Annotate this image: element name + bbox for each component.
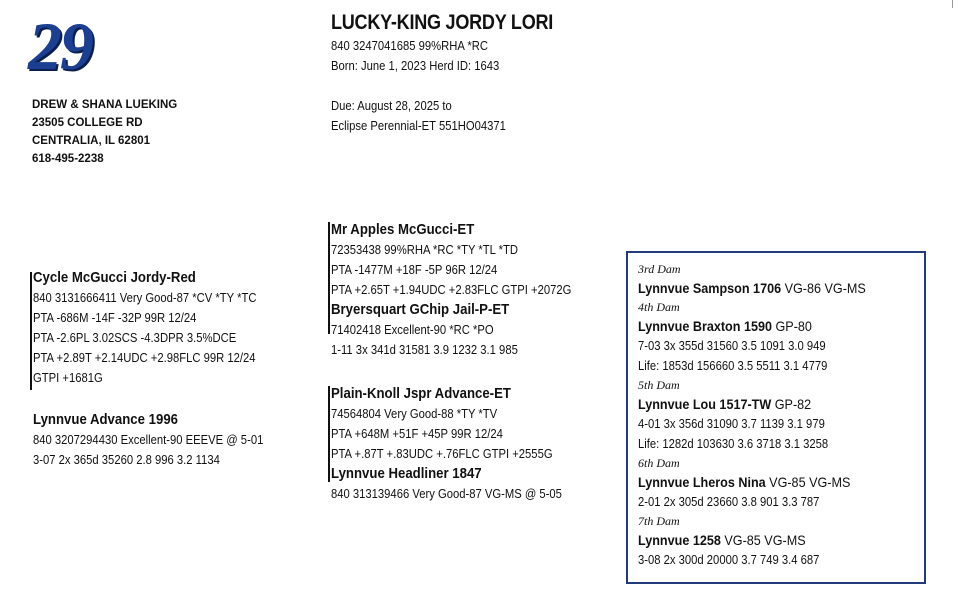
dams-sire-block <box>331 384 588 504</box>
ancestor-dam-title: Lynnvue Lou 1517-TW <box>638 396 772 412</box>
sire-line: GTPI +1681G <box>33 371 103 385</box>
animal-reg-line: 840 3247041685 99%RHA *RC <box>331 39 488 53</box>
due-date: Due: August 28, 2025 to <box>331 99 452 113</box>
ancestor-dam-class: GP-80 <box>775 318 812 334</box>
sire-line: 840 3131666411 Very Good-87 *CV *TY *TC <box>33 291 257 305</box>
ancestor-dam-name <box>638 278 866 298</box>
ancestor-dam-title: Lynnvue Lheros Nina <box>638 474 766 490</box>
ancestor-dam-record: Life: 1853d 156660 3.5 5511 3.1 4779 <box>638 359 828 373</box>
dam-line: 840 3207294430 Excellent-90 EEEVE @ 5-01 <box>33 433 264 447</box>
service-sire: Eclipse Perennial-ET 551HO04371 <box>331 119 506 133</box>
dam-generation-label: 3rd Dam <box>638 262 681 276</box>
ancestor-dam-title: Lynnvue Braxton 1590 <box>638 318 772 334</box>
sires-sire-line: 72353438 99%RHA *RC *TY *TL *TD <box>331 243 518 257</box>
dam-generation-label: 4th Dam <box>638 300 680 314</box>
ancestor-dam-name <box>638 394 866 414</box>
sire-line: PTA +2.89T +2.14UDC +2.98FLC 99R 12/24 <box>33 351 256 365</box>
dam-line: 3-07 2x 365d 35260 2.8 996 3.2 1134 <box>33 453 220 467</box>
sires-dam-line: 1-11 3x 341d 31581 3.9 1232 3.1 985 <box>331 343 518 357</box>
sires-sire-block <box>331 220 598 360</box>
sires-dam-line: 71402418 Excellent-90 *RC *PO <box>331 323 494 337</box>
corner-rule <box>952 0 953 8</box>
sires-dam-name: Bryersquart GChip Jail-P-ET <box>331 301 510 318</box>
sire-block <box>33 268 281 388</box>
owner-city: CENTRALIA, IL 62801 <box>32 135 151 147</box>
ancestor-dam-record: 7-03 3x 355d 31560 3.5 1091 3.0 949 <box>638 339 826 353</box>
sires-sire-line: PTA +2.65T +1.94UDC +2.83FLC GTPI +2072G <box>331 283 572 297</box>
ancestor-dam-name <box>638 316 866 336</box>
ancestor-dam-name <box>638 530 866 550</box>
dam-generation-label: 6th Dam <box>638 456 680 470</box>
sire-bracket <box>30 272 32 390</box>
ancestor-dam-title: Lynnvue Sampson 1706 <box>638 280 782 296</box>
dams-bracket <box>328 386 330 482</box>
due-block <box>331 96 525 136</box>
dams-box-content <box>638 260 891 570</box>
sire-line: PTA -2.6PL 3.02SCS -4.3DPR 3.5%DCE <box>33 331 237 345</box>
dams-sire-line: PTA +648M +51F +45P 99R 12/24 <box>331 427 503 441</box>
ancestor-dam-class: VG-86 VG-MS <box>784 280 866 296</box>
ancestor-dam-record: 4-01 3x 356d 31090 3.7 1139 3.1 979 <box>638 417 825 431</box>
dams-sire-name: Plain-Knoll Jspr Advance-ET <box>331 385 511 402</box>
dams-dam-name: Lynnvue Headliner 1847 <box>331 465 482 482</box>
animal-born-line: Born: June 1, 2023 Herd ID: 1643 <box>331 59 500 73</box>
sire-name: Cycle McGucci Jordy-Red <box>33 269 196 286</box>
ancestor-dam-class: GP-82 <box>774 396 812 412</box>
dam-generation-label: 5th Dam <box>638 378 680 392</box>
dams-dam-line: 840 313139466 Very Good-87 VG-MS @ 5-05 <box>331 487 562 501</box>
sires-bracket <box>328 222 330 334</box>
owner-phone: 618-495-2238 <box>32 153 104 165</box>
dams-sire-line: PTA +.87T +.83UDC +.76FLC GTPI +2555G <box>331 447 553 461</box>
animal-header <box>331 10 589 76</box>
sires-sire-line: PTA -1477M +18F -5P 96R 12/24 <box>331 263 498 277</box>
dam-generation-label: 7th Dam <box>638 514 680 528</box>
animal-name: LUCKY-KING JORDY LORI <box>331 11 554 34</box>
ancestor-dam-record: Life: 1282d 103630 3.6 3718 3.1 3258 <box>638 437 829 451</box>
dam-block <box>33 410 289 470</box>
ancestor-dam-class: VG-85 VG-MS <box>724 532 806 548</box>
ancestor-dam-record: 3-08 2x 300d 20000 3.7 749 3.4 687 <box>638 553 820 567</box>
owner-block <box>32 96 177 168</box>
sire-line: PTA -686M -14F -32P 99R 12/24 <box>33 311 197 325</box>
ancestor-dam-class: VG-85 VG-MS <box>769 474 851 490</box>
ancestor-dam-record: 2-01 2x 305d 23660 3.8 901 3.3 787 <box>638 495 820 509</box>
lot-number: 29 <box>28 8 92 84</box>
ancestor-dam-name <box>638 472 866 492</box>
sires-sire-name: Mr Apples McGucci-ET <box>331 221 475 238</box>
ancestor-dam-title: Lynnvue 1258 <box>638 532 721 548</box>
owner-address: 23505 COLLEGE RD <box>32 117 143 129</box>
dam-name: Lynnvue Advance 1996 <box>33 411 179 428</box>
owner-name: DREW & SHANA LUEKING <box>32 99 178 111</box>
dams-sire-line: 74564804 Very Good-88 *TY *TV <box>331 407 498 421</box>
